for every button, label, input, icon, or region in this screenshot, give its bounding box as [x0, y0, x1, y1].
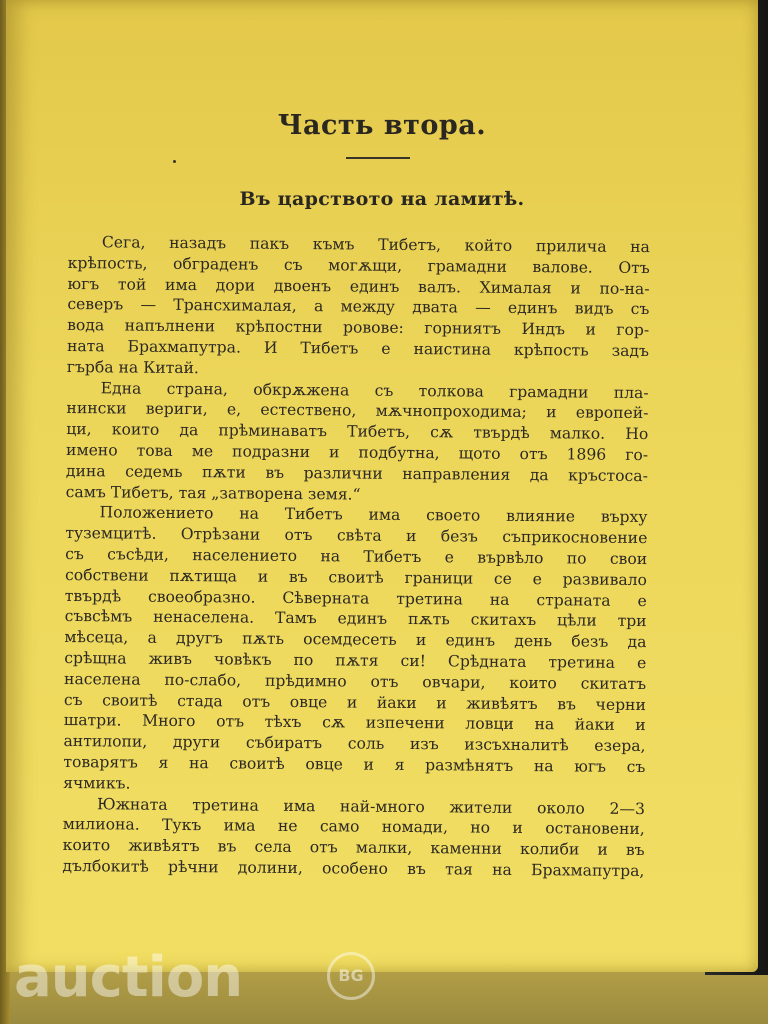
text-line: ци, които да прѣминаватъ Тибетъ, сѫ твърдѣ малко. Но [66, 420, 649, 444]
text-line: срѣщна живъ човѣкъ по пѫтя си! Срѣдната третина е [64, 648, 647, 672]
text-line: самъ Тибетъ, тая „затворена земя.“ [65, 482, 361, 504]
text-line: югъ той има дори двоенъ единъ валъ. Хималая и по-на- [67, 274, 650, 298]
watermark-logo: auction [14, 945, 243, 1010]
print-speck [173, 160, 176, 163]
text-line: Положението на Тибетъ има своето влияние върху [99, 503, 648, 527]
text-line: ната Брахмапутра. И Тибетъ е наистина крѣпость задъ [66, 336, 650, 361]
text-line: твърдѣ своеобразно. Сѣверната третина на страната е [64, 586, 647, 610]
text-line: ячмикъ. [63, 773, 131, 793]
book-page [6, 0, 758, 972]
text-line: Една страна, обкрѫжена съ толкова грамадни пла- [100, 378, 649, 402]
text-line: шатри. Много отъ тѣхъ сѫ изпечени ловци на йаки и [63, 711, 646, 735]
text-line: мѣсеца, а другъ пѫть осемдесеть и единъ день безъ да [64, 628, 647, 652]
text-line: товарятъ я на своитѣ овце и я размѣнятъ на югъ съ [63, 752, 646, 776]
text-line: милиона. Тукъ има не само номади, но и остановени, [62, 815, 645, 839]
text-line: вода напълнени крѣпостни ровове: горниятъ Индъ и гор- [67, 316, 650, 340]
part-heading: Часть втора. [277, 110, 487, 141]
body-text [62, 232, 650, 882]
heading-rule [346, 157, 410, 159]
text-line: съ съсѣди, населението на Тибетъ е вървѣло по свои [65, 544, 648, 569]
text-line: гърба на Китай. [66, 357, 200, 377]
chapter-subheading: Въ царството на ламитѣ. [239, 188, 525, 210]
text-line: имено това ме подразни и подбутна, щото отъ 1896 го- [66, 440, 649, 465]
text-line: дълбокитѣ рѣчни долини, особено въ тая на Брахмапутра, [62, 856, 645, 880]
text-line: Сега, назадъ пакъ къмъ Тибетъ, който прилича на [101, 233, 650, 257]
text-line: дина седемь пѫти въ различни направления да кръстоса- [65, 461, 648, 485]
text-line: Южната третина има най-много жители около 2—3 [96, 794, 646, 818]
text-line: северъ — Трансхималая, а между двата — единъ видъ съ [67, 295, 650, 319]
text-line: които живѣятъ въ села отъ малки, каменни колиби и въ [62, 836, 645, 860]
watermark-badge: BG [327, 952, 375, 1000]
text-line: собствени пѫтища и въ своитѣ граници се е развивало [64, 565, 648, 589]
text-line: нински вериги, е, естествено, мѫчнопроходима; и европей- [66, 399, 649, 423]
text-line: населена по-слабо, прѣдимно отъ овчари, които скитатъ [64, 669, 647, 693]
text-line: крѣпость, обграденъ съ могѫщи, грамадни валове. Отъ [67, 253, 650, 277]
text-line: антилопи, други събиратъ соль изъ изсъхналитѣ езера, [63, 732, 646, 756]
text-line: съвсѣмъ ненаселена. Тамъ единъ пѫть скитахъ цѣли три [64, 607, 647, 631]
text-line: съ своитѣ стада отъ овце и йаки и живѣятъ въ черни [63, 690, 646, 714]
text-line: туземцитѣ. Отрѣзани отъ свѣта и безъ съприкосновение [65, 524, 648, 548]
